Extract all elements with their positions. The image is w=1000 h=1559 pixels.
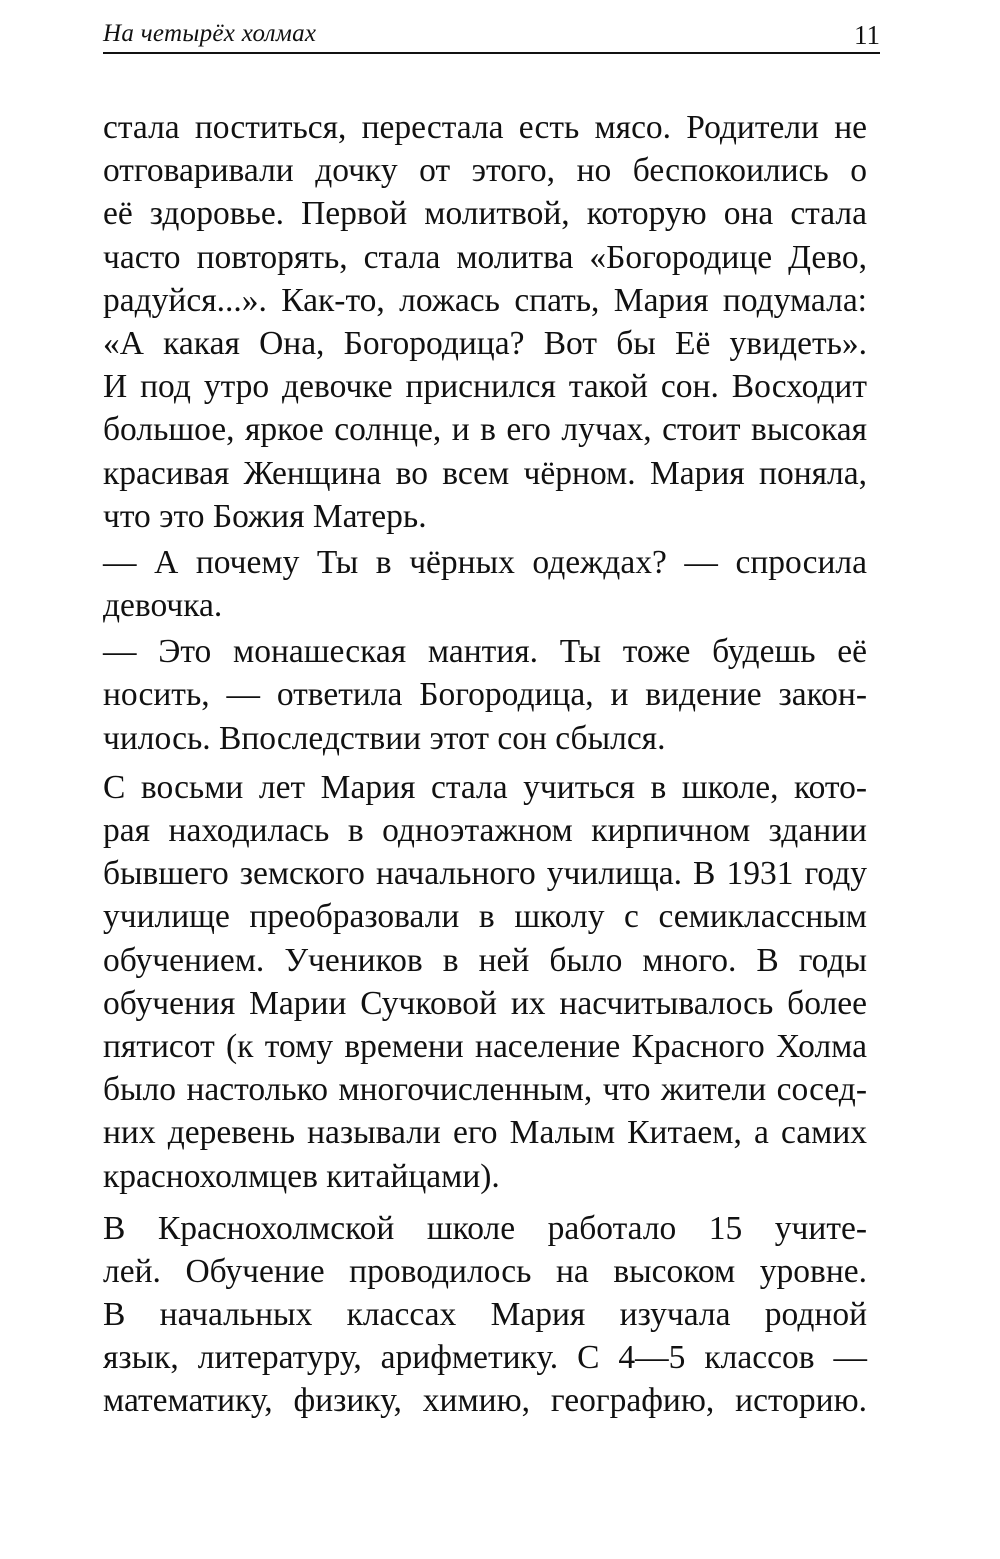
text-line: девочка.: [103, 587, 223, 625]
text-line: них деревень называли его Малым Китаем, а самих: [103, 1114, 867, 1152]
text-line: В начальных классах Мария изучала родной: [103, 1296, 867, 1334]
text-line: рая находилась в одноэтажном кирпичном здании: [103, 812, 867, 849]
text-line: стала поститься, перестала есть мясо. Родители не: [103, 109, 867, 146]
text-line: большое, яркое солнце, и в его лучах, стоит высокая: [103, 411, 867, 449]
text-line: В Краснохолмской школе работало 15 учите-: [103, 1209, 867, 1247]
text-line: бывшего земского начального училища. В 1931 году: [103, 855, 867, 893]
text-line: С восьми лет Мария стала учиться в школе, кото-: [103, 768, 867, 806]
paragraph-dialogue: [103, 630, 867, 760]
text-line: красивая Женщина во всем чёрном. Мария поняла,: [103, 454, 867, 492]
running-header: [103, 18, 880, 54]
text-line: часто повторять, стала молитва «Богородице Дево,: [103, 238, 867, 276]
text-line: её здоровье. Первой молитвой, которую она стала: [103, 195, 867, 233]
text-line: — Это монашеская мантия. Ты тоже будешь её: [103, 633, 867, 671]
paragraph: [103, 766, 867, 1198]
running-header-title: На четырёх холмах: [103, 20, 317, 47]
text-line: И под утро девочке приснился такой сон. Восходит: [103, 368, 867, 406]
text-line: радуйся...». Как-то, ложась спать, Мария подумала:: [103, 281, 867, 319]
text-line: что это Божия Матерь.: [103, 497, 427, 535]
page-number: 11: [854, 20, 880, 50]
text-line: «А какая Она, Богородица? Вот бы Её увидеть».: [103, 324, 867, 362]
text-line: пятисот (к тому времени население Красного Холма: [103, 1027, 867, 1065]
paragraph-dialogue: [103, 541, 867, 627]
text-line: математику, физику, химию, географию, историю.: [103, 1382, 867, 1420]
paragraph: [103, 1207, 867, 1423]
text-line: язык, литературу, арифметику. С 4—5 классов —: [103, 1339, 867, 1377]
text-line: — А почему Ты в чёрных одеждах? — спросила: [103, 543, 867, 581]
text-line: обучением. Учеников в ней было много. В годы: [103, 941, 867, 979]
body-text: [103, 106, 867, 1423]
text-line: носить, — ответила Богородица, и видение закон-: [103, 676, 867, 714]
text-line: чилось. Впоследствии этот сон сбылся.: [103, 719, 666, 757]
paragraph: [103, 106, 867, 538]
text-line: отговаривали дочку от этого, но беспокоились о: [103, 152, 867, 190]
text-line: было настолько многочисленным, что жители сосед-: [103, 1071, 867, 1109]
text-line: лей. Обучение проводилось на высоком уровне.: [103, 1252, 867, 1290]
text-line: училище преобразовали в школу с семиклассным: [103, 898, 867, 936]
text-line: обучения Марии Сучковой их насчитывалось более: [103, 984, 867, 1022]
text-line: краснохолмцев китайцами).: [103, 1157, 500, 1195]
